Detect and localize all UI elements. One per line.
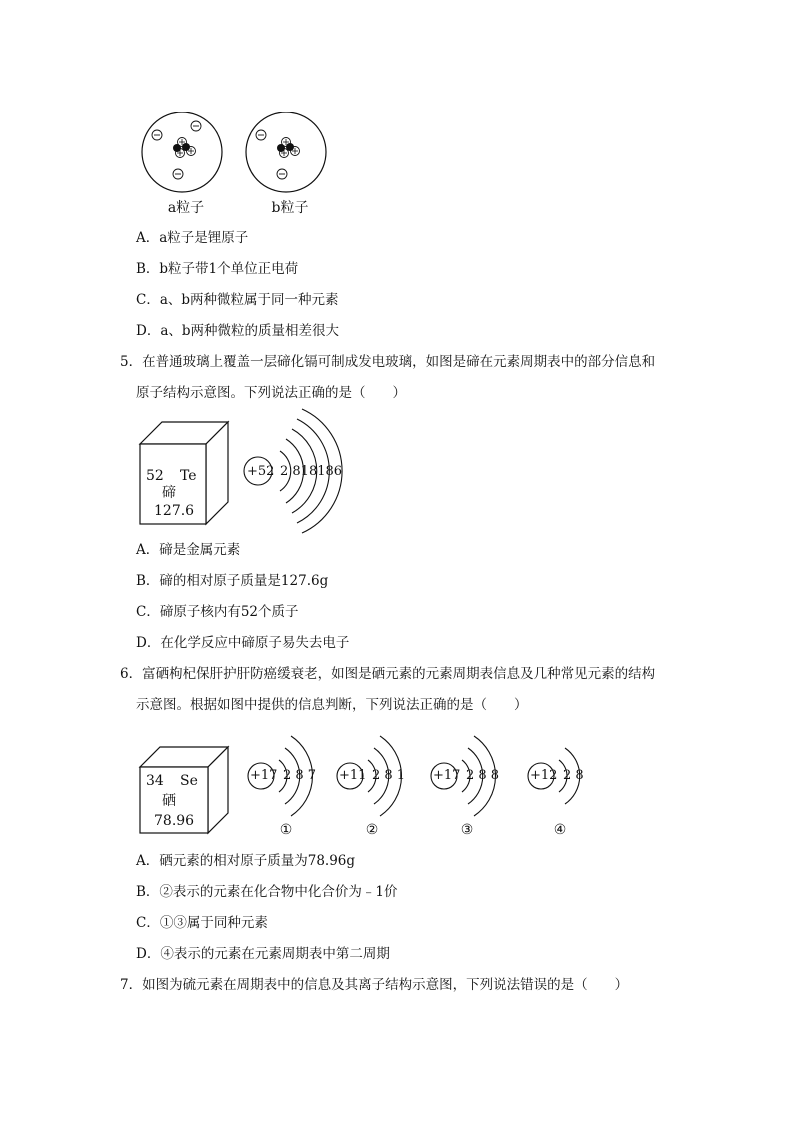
electron-icon	[256, 130, 287, 179]
q6-stem-line1: 6．富硒枸杞保肝护肝防癌缓衰老，如图是硒元素的元素周期表信息及几种常见元素的结构	[120, 666, 656, 682]
q5-stem-line1: 5．在普通玻璃上覆盖一层碲化镉可制成发电玻璃，如图是碲在元素周期表中的部分信息和	[120, 354, 656, 370]
q6-option-a: A．硒元素的相对原子质量为78.96g	[136, 853, 356, 869]
q5-option-b: B．碲的相对原子质量是127.6g	[136, 573, 329, 589]
structure-4-shells: 2 8	[563, 768, 584, 783]
q4-option-d: D．a、b两种微粒的质量相差很大	[136, 323, 340, 339]
structure-1-label: ①	[279, 822, 293, 838]
q7-stem-line1: 7．如图为硫元素在周期表中的信息及其离子结构示意图，下列说法错误的是（ ）	[120, 977, 629, 993]
nucleus-icon	[173, 138, 196, 158]
te-nucleus-charge: +52	[247, 464, 275, 479]
q5-option-a: A．碲是金属元素	[136, 542, 241, 558]
q4-option-a: A．a粒子是锂原子	[136, 230, 249, 246]
q4-option-c: C．a、b两种微粒属于同一种元素	[136, 292, 339, 308]
structure-4-nucleus: +12	[530, 768, 558, 783]
structure-2-label: ②	[365, 822, 379, 838]
q6-option-c: C．①③属于同种元素	[136, 915, 268, 931]
particle-a-caption: a粒子	[167, 200, 205, 216]
nucleus-icon	[277, 138, 300, 158]
se-atomic-mass: 78.96	[154, 813, 195, 829]
se-name: 硒	[162, 793, 176, 809]
structure-1-shells: 2 8 7	[283, 768, 317, 783]
structure-3-label: ③	[460, 822, 474, 838]
q5-stem-line2: 原子结构示意图。下列说法正确的是（ ）	[136, 385, 406, 401]
q6-option-d: D．④表示的元素在元素周期表中第二周期	[136, 946, 390, 962]
structure-3-shells: 2 8 8	[466, 768, 500, 783]
te-shell-electrons: 2 818186	[280, 464, 343, 479]
particle-b-diagram	[242, 112, 334, 196]
structure-3-nucleus: +17	[433, 768, 461, 783]
q5-option-c: C．碲原子核内有52个质子	[136, 604, 299, 620]
te-atomic-mass: 127.6	[154, 503, 195, 519]
te-atomic-number: 52	[146, 468, 164, 484]
te-symbol: Te	[180, 468, 197, 484]
q6-stem-line2: 示意图。根据如图中提供的信息判断，下列说法正确的是（ ）	[136, 697, 528, 713]
particle-a-diagram	[138, 112, 230, 196]
te-name: 碲	[162, 485, 176, 501]
q5-option-d: D．在化学反应中碲原子易失去电子	[136, 635, 350, 651]
structure-2-nucleus: +11	[339, 768, 367, 783]
q6-option-b: B．②表示的元素在化合物中化合价为﹣1价	[136, 884, 398, 900]
particle-b-caption: b粒子	[271, 200, 309, 216]
structure-1-nucleus: +17	[250, 768, 278, 783]
se-symbol: Se	[180, 773, 198, 789]
se-atomic-number: 34	[146, 773, 164, 789]
q4-option-b: B．b粒子带1个单位正电荷	[136, 261, 299, 277]
structure-4-label: ④	[553, 822, 567, 838]
structure-2-shells: 2 8 1	[372, 768, 406, 783]
